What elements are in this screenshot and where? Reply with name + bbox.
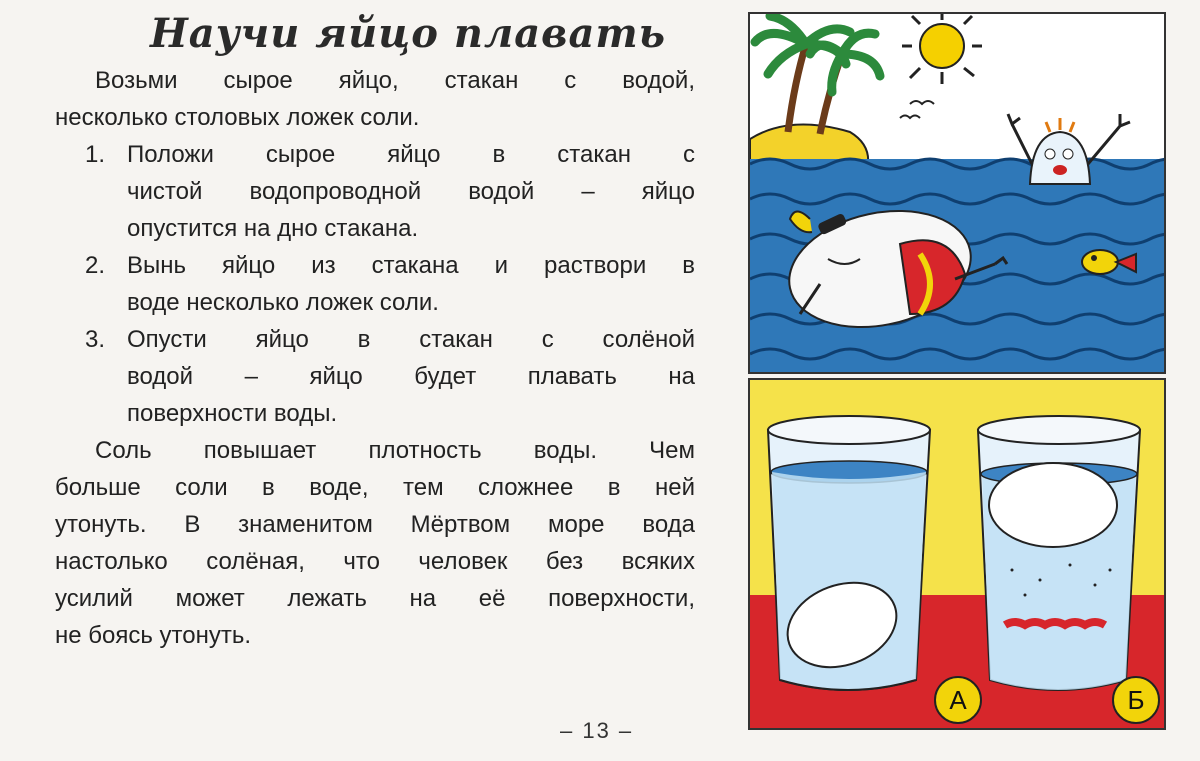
step-line: Вынь яйцо из стакана и раствори в — [127, 252, 695, 279]
list-item — [55, 136, 695, 247]
sun-icon — [902, 14, 982, 84]
sea-illustration — [748, 12, 1166, 374]
step-number: 3. — [85, 326, 106, 353]
list-item — [55, 321, 695, 432]
conclusion-line: утонуть. В знаменитом Мёртвом море вода — [55, 511, 695, 538]
conclusion-line: настолько солёная, что человек без всяких — [55, 548, 695, 575]
conclusion-line: усилий может лежать на её поверхности, — [55, 585, 695, 612]
glasses-illustration — [748, 378, 1166, 730]
step-line: воде несколько ложек соли. — [127, 289, 439, 316]
step-line: чистой водопроводной водой – яйцо — [127, 178, 695, 205]
glass-b-label: Б — [1112, 676, 1160, 724]
page-title: Научи яйцо плавать — [150, 10, 667, 57]
conclusion-line: больше соли в воде, тем сложнее в ней — [55, 474, 695, 501]
conclusion-line: Соль повышает плотность воды. Чем — [95, 437, 695, 464]
step-line: водой – яйцо будет плавать на — [127, 363, 695, 390]
intro-line-2: несколько столовых ложек соли. — [55, 104, 420, 131]
island-icon — [750, 16, 880, 164]
sea-scene-image — [750, 14, 1164, 372]
conclusion-line: не боясь утонуть. — [55, 622, 252, 649]
intro-line-1: Возьми сырое яйцо, стакан с водой, — [95, 67, 695, 94]
step-number: 1. — [85, 141, 106, 168]
steps-list — [55, 136, 695, 432]
glass-a — [768, 416, 930, 690]
glass-a-label: А — [934, 676, 982, 724]
step-line: поверхности воды. — [127, 400, 338, 427]
page-number: – 13 – — [560, 718, 634, 743]
step-line: Положи сырое яйцо в стакан с — [127, 141, 695, 168]
step-line: Опусти яйцо в стакан с солёной — [127, 326, 695, 353]
text-column — [55, 62, 695, 654]
step-line: опустится на дно стакана. — [127, 215, 419, 242]
step-number: 2. — [85, 252, 106, 279]
glass-b — [978, 416, 1140, 690]
list-item — [55, 247, 695, 321]
